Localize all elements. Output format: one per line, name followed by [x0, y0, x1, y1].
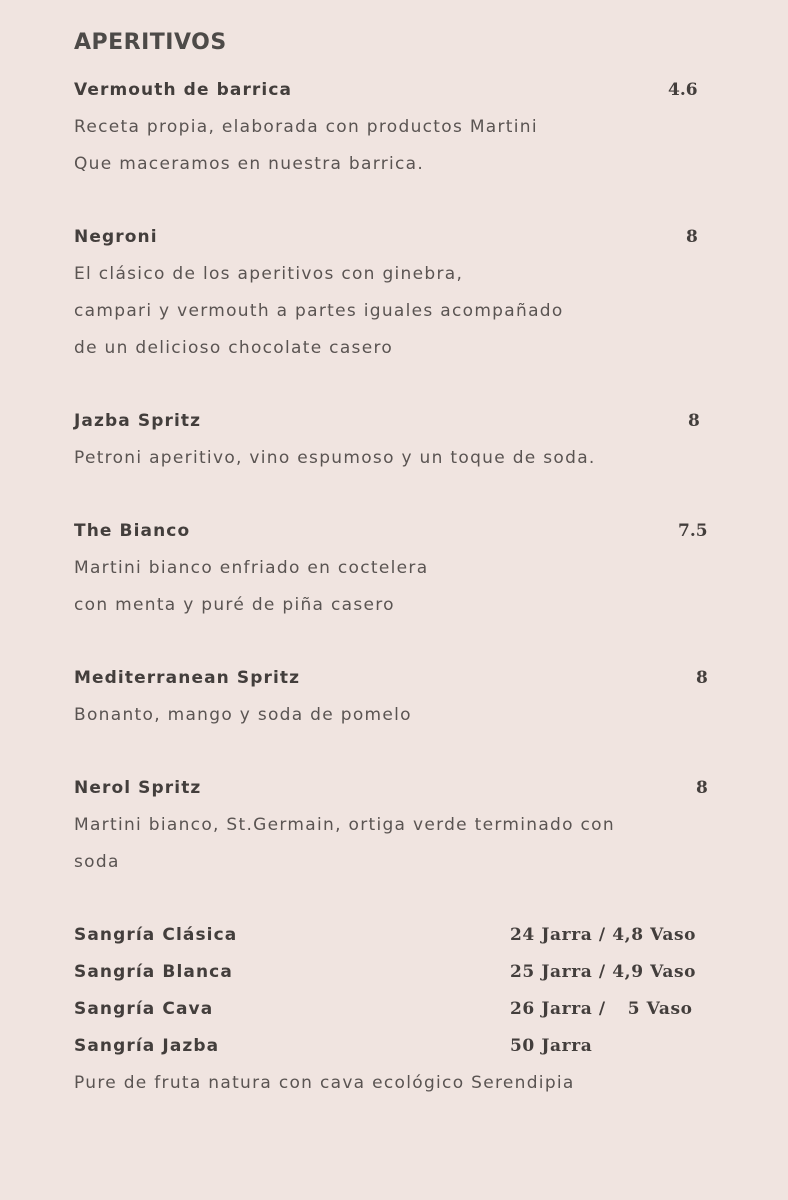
item-description: Receta propia, elaborada con productos Martini	[74, 117, 538, 137]
section-title: APERITIVOS	[74, 30, 227, 55]
sangria-name: Sangría Jazba	[74, 1036, 220, 1056]
sangria-note: Pure de fruta natura con cava ecológico Serendipia	[74, 1073, 575, 1093]
sangria-name: Sangría Cava	[74, 999, 214, 1019]
item-description: El clásico de los aperitivos con ginebra,	[74, 264, 464, 284]
item-name: Mediterranean Spritz	[74, 668, 301, 688]
item-price: 4.6	[668, 80, 698, 100]
item-description: con menta y puré de piña casero	[74, 595, 395, 615]
item-description: Que maceramos en nuestra barrica.	[74, 154, 425, 174]
menu-page	[74, 0, 734, 1200]
sangria-jarra-price: 25 Jarra	[510, 962, 593, 982]
item-description: Martini bianco enfriado en coctelera	[74, 558, 429, 578]
sangria-jarra-price: 26 Jarra	[510, 999, 593, 1019]
price-separator: /	[598, 925, 606, 945]
item-description: Bonanto, mango y soda de pomelo	[74, 705, 412, 725]
sangria-price	[510, 957, 696, 987]
sangria-vaso-price: 4,9 Vaso	[612, 962, 697, 982]
item-name: Nerol Spritz	[74, 778, 202, 798]
item-name: Negroni	[74, 227, 158, 247]
item-name: Jazba Spritz	[74, 411, 202, 431]
item-name: The Bianco	[74, 521, 191, 541]
sangria-name: Sangría Blanca	[74, 962, 233, 982]
sangria-jarra-price: 50 Jarra	[510, 1036, 593, 1056]
item-price: 8	[686, 227, 698, 247]
item-price: 8	[696, 778, 708, 798]
item-description: de un delicioso chocolate casero	[74, 338, 394, 358]
item-description: Martini bianco, St.Germain, ortiga verde terminado con	[74, 815, 615, 835]
sangria-price	[510, 920, 696, 950]
price-separator: /	[598, 962, 606, 982]
sangria-jarra-price: 24 Jarra	[510, 925, 593, 945]
sangria-vaso-price: 5 Vaso	[627, 999, 693, 1019]
item-name: Vermouth de barrica	[74, 80, 293, 100]
item-price: 8	[688, 411, 700, 431]
sangria-vaso-price: 4,8 Vaso	[612, 925, 697, 945]
sangria-name: Sangría Clásica	[74, 925, 238, 945]
sangria-price	[510, 1031, 592, 1061]
item-description: soda	[74, 852, 120, 872]
item-price: 8	[696, 668, 708, 688]
item-description: campari y vermouth a partes iguales acompañado	[74, 301, 564, 321]
sangria-price	[510, 994, 693, 1024]
price-separator: /	[598, 999, 606, 1019]
item-description: Petroni aperitivo, vino espumoso y un toque de soda.	[74, 448, 596, 468]
item-price: 7.5	[678, 521, 708, 541]
